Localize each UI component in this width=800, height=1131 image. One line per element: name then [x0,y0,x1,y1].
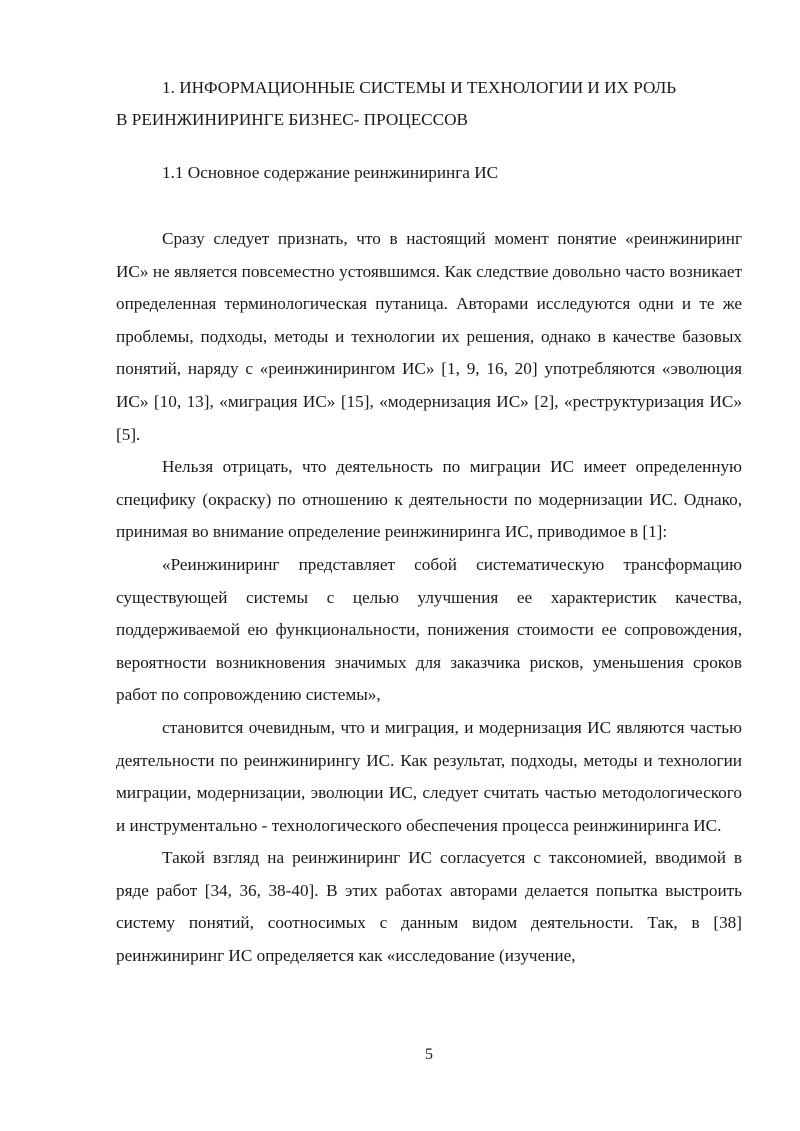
chapter-heading [116,72,742,136]
paragraph-2: Нельзя отрицать, что деятельность по миграции ИС имеет определенную специфику (окраску) по отношению к деятельности по модернизации ИС. Однако, принимая во внимание определение реинжиниринга ИС, приводимое в [1]: [116,457,742,542]
chapter-heading-line-2: В РЕИНЖИНИРИНГЕ БИЗНЕС- ПРОЦЕССОВ [116,110,468,129]
paragraph-1: Сразу следует признать, что в настоящий момент понятие «реинжиниринг ИС» не является повсеместно устоявшимся. Как следствие довольно часто возникает определенная терминологическая путаница. Авторами исследуются одни и те же проблемы, подходы, методы и технологии их решения, однако в качестве базовых понятий, наряду с «реинжинирингом ИС» [1, 9, 16, 20] употребляются «эволюция ИС» [10, 13], «миграция ИС» [15], «модернизация ИС» [2], «реструктуризация ИС» [5]. [116,229,742,444]
paragraph-3: становится очевидным, что и миграция, и модернизация ИС являются частью деятельности по реинжинирингу ИС. Как результат, подходы, методы и технологии миграции, модернизации, эволюции ИС, следует считать частью методологического и инструментально - технологического обеспечения процесса реинжиниринга ИС. [116,717,742,835]
quotation-paragraph: «Реинжиниринг представляет собой систематическую трансформацию существующей системы с целью улучшения ее характеристик качества, поддерживаемой ею функциональности, понижения стоимости ее сопровождения, вероятности возникновения значимых для заказчика рисков, уменьшения сроков работ по сопровождению системы», [116,554,742,705]
chapter-heading-line-1: 1. ИНФОРМАЦИОННЫЕ СИСТЕМЫ И ТЕХНОЛОГИИ И ИХ РОЛЬ [162,78,677,97]
section-heading: 1.1 Основное содержание реинжиниринга ИС [162,163,499,182]
paragraph-4: Такой взгляд на реинжиниринг ИС согласуется с таксономией, вводимой в ряде работ [34, 36, 38-40]. В этих работах авторами делается попытка выстроить систему понятий, соотносимых с данным видом деятельности. Так, в [38] реинжиниринг ИС определяется как «исследование (изучение, [116,848,742,966]
page-number: 5 [425,1046,433,1063]
body-text [116,223,742,973]
